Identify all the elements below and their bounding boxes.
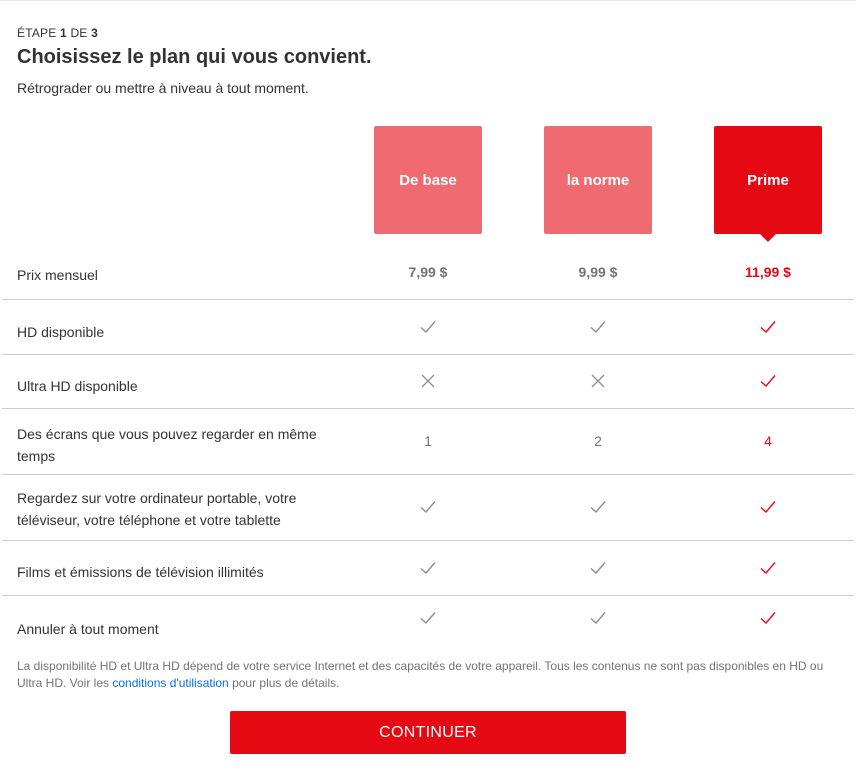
screens-value: 4 — [764, 433, 772, 449]
row-label: Des écrans que vous pouvez regarder en même temps — [17, 426, 317, 464]
check-icon — [374, 317, 482, 337]
row-ultra-hd-available — [2, 355, 854, 409]
check-icon — [544, 497, 652, 517]
cross-icon — [374, 371, 482, 391]
plan-label: De base — [399, 171, 457, 189]
row-label: Annuler à tout moment — [17, 621, 159, 637]
top-divider — [0, 0, 856, 1]
row-monthly-price — [2, 246, 854, 300]
check-icon — [714, 371, 822, 391]
terms-of-use-link[interactable]: conditions d'utilisation — [112, 676, 229, 690]
check-icon — [714, 558, 822, 578]
screens-value: 2 — [594, 433, 602, 449]
check-icon — [714, 608, 822, 628]
row-label: Regardez sur votre ordinateur portable, votre téléviseur, votre téléphone et votre tablette — [17, 490, 297, 528]
plan-option-premium[interactable] — [714, 126, 822, 234]
row-multi-device — [2, 475, 854, 541]
availability-disclaimer — [17, 658, 827, 692]
continue-button[interactable]: CONTINUER — [230, 711, 626, 754]
plan-option-standard[interactable] — [544, 126, 652, 234]
check-icon — [544, 317, 652, 337]
step-prefix: ÉTAPE — [17, 26, 57, 40]
step-indicator — [17, 26, 98, 40]
row-label: Prix mensuel — [17, 267, 98, 283]
check-icon — [374, 558, 482, 578]
row-simultaneous-screens — [2, 409, 854, 475]
screens-value: 1 — [424, 433, 432, 449]
row-label: Films et émissions de télévision illimités — [17, 564, 264, 580]
cross-icon — [544, 371, 652, 391]
row-cancel-anytime — [2, 596, 854, 641]
plan-label: Prime — [747, 171, 789, 189]
price-value: 11,99 $ — [745, 264, 791, 280]
disclaimer-text-end: pour plus de détails. — [228, 676, 340, 690]
price-value: 9,99 $ — [578, 264, 618, 280]
check-icon — [714, 497, 822, 517]
check-icon — [544, 608, 652, 628]
check-icon — [714, 317, 822, 337]
row-label: HD disponible — [17, 324, 105, 340]
price-value: 7,99 $ — [408, 264, 448, 280]
step-separator: DE — [70, 26, 88, 40]
check-icon — [374, 608, 482, 628]
plan-label: la norme — [566, 171, 630, 189]
page-subtitle: Rétrograder ou mettre à niveau à tout moment. — [17, 80, 309, 96]
check-icon — [374, 497, 482, 517]
step-current: 1 — [60, 26, 67, 40]
row-hd-available — [2, 300, 854, 355]
check-icon — [544, 558, 652, 578]
row-unlimited-content — [2, 541, 854, 596]
plan-option-basic[interactable] — [374, 126, 482, 234]
page-title: Choisissez le plan qui vous convient. — [17, 46, 372, 68]
disclaimer-text: La disponibilité HD et Ultra HD dépend de votre service Internet et des capacités de votre appareil. Tous les contenus ne sont pas disponibles en HD ou Ultra HD. Voir les — [17, 659, 824, 690]
row-label: Ultra HD disponible — [17, 378, 138, 394]
step-total: 3 — [91, 26, 98, 40]
